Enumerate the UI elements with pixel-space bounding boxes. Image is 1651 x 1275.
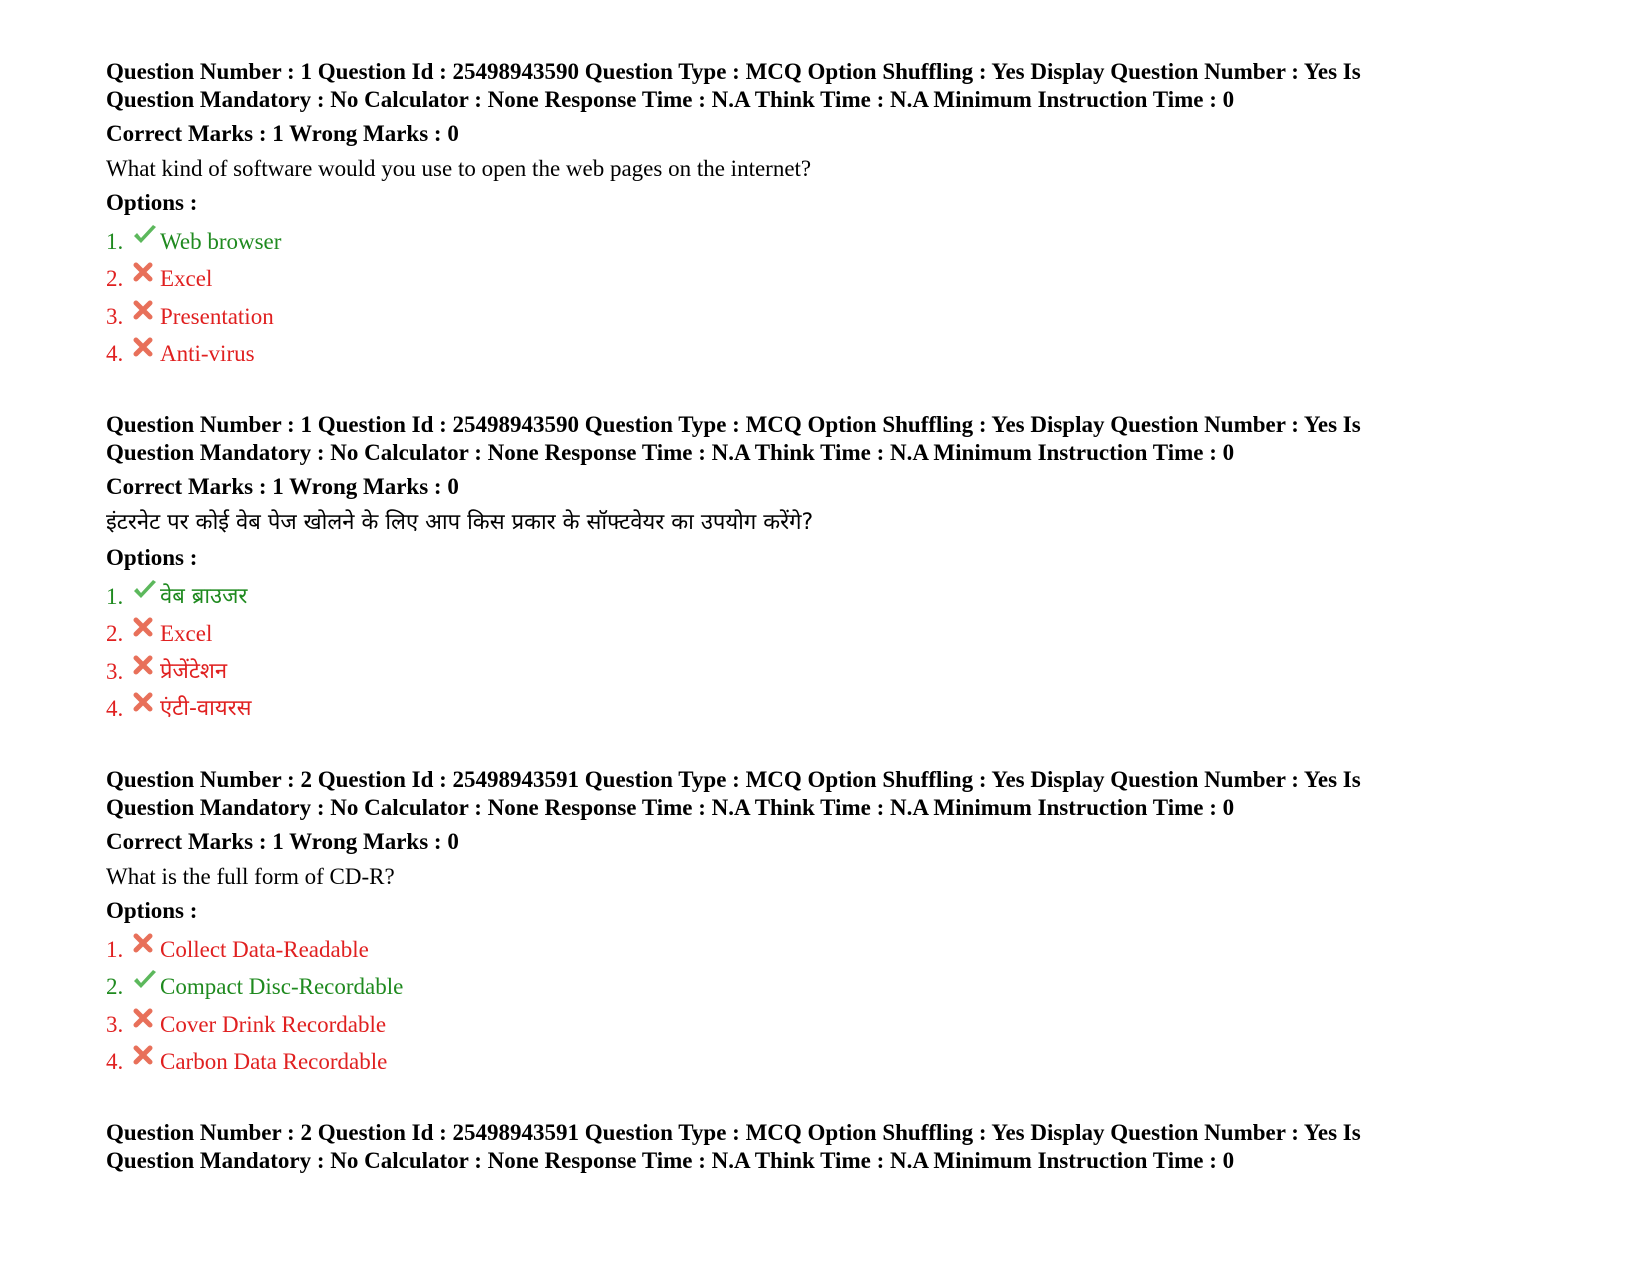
cross-icon <box>132 691 160 715</box>
option-number: 2. <box>106 974 124 1000</box>
question-text: What is the full form of CD-R? <box>106 864 395 889</box>
option-number: 3. <box>106 1011 124 1037</box>
options-list <box>106 578 1546 728</box>
question-block <box>106 766 1546 1081</box>
option-item <box>106 969 1546 1007</box>
options-label: Options : <box>106 545 198 570</box>
option-text: Web browser <box>160 228 282 254</box>
options-list <box>106 931 1546 1081</box>
question-meta-line1: Question Number : 1 Question Id : 25498943590 Question Type : MCQ Option Shuffling : Yes Display Question Number : Yes Is <box>106 59 1361 84</box>
cross-icon <box>132 654 160 678</box>
option-number: 3. <box>106 303 124 329</box>
check-icon <box>132 579 160 603</box>
option-text: Carbon Data Recordable <box>160 1049 388 1075</box>
options-label: Options : <box>106 898 198 923</box>
option-item <box>106 1006 1546 1044</box>
check-icon <box>132 224 160 248</box>
option-text: वेब ब्राउजर <box>160 583 248 609</box>
option-item <box>106 691 1546 729</box>
question-meta-line1: Question Number : 2 Question Id : 25498943591 Question Type : MCQ Option Shuffling : Yes Display Question Number : Yes Is <box>106 767 1361 792</box>
question-block <box>106 411 1546 728</box>
question-text: What kind of software would you use to open the web pages on the internet? <box>106 156 812 181</box>
options-list <box>106 223 1546 373</box>
option-item <box>106 931 1546 969</box>
check-icon <box>132 969 160 993</box>
option-item <box>106 578 1546 616</box>
option-text: Excel <box>160 266 213 292</box>
option-number: 2. <box>106 266 124 292</box>
question-text: इंटरनेट पर कोई वेब पेज खोलने के लिए आप किस प्रकार के सॉफ्टवेयर का उपयोग करेंगे? <box>106 510 814 535</box>
option-number: 3. <box>106 658 124 684</box>
question-marks: Correct Marks : 1 Wrong Marks : 0 <box>106 474 459 499</box>
cross-icon <box>132 336 160 360</box>
option-text: Compact Disc-Recordable <box>160 974 404 1000</box>
option-number: 4. <box>106 341 124 367</box>
option-text: एंटी-वायरस <box>160 696 252 722</box>
question-meta-line2: Question Mandatory : No Calculator : None Response Time : N.A Think Time : N.A Minimum Instruction Time : 0 <box>106 1148 1235 1173</box>
option-item <box>106 261 1546 299</box>
cross-icon <box>132 1044 160 1068</box>
option-text: प्रेजेंटेशन <box>160 658 228 684</box>
cross-icon <box>132 299 160 323</box>
question-meta-line2: Question Mandatory : No Calculator : None Response Time : N.A Think Time : N.A Minimum Instruction Time : 0 <box>106 87 1235 112</box>
cross-icon <box>132 616 160 640</box>
option-text: Collect Data-Readable <box>160 936 369 962</box>
option-number: 4. <box>106 696 124 722</box>
option-number: 1. <box>106 228 124 254</box>
cross-icon <box>132 1007 160 1031</box>
cross-icon <box>132 261 160 285</box>
option-text: Anti-virus <box>160 341 255 367</box>
option-text: Excel <box>160 621 213 647</box>
question-meta-line2: Question Mandatory : No Calculator : None Response Time : N.A Think Time : N.A Minimum Instruction Time : 0 <box>106 440 1235 465</box>
option-item <box>106 616 1546 654</box>
options-label: Options : <box>106 190 198 215</box>
cross-icon <box>132 932 160 956</box>
question-meta-line2: Question Mandatory : No Calculator : None Response Time : N.A Think Time : N.A Minimum Instruction Time : 0 <box>106 795 1235 820</box>
question-block <box>106 58 1546 373</box>
option-text: Presentation <box>160 303 274 329</box>
question-block <box>106 1119 1546 1175</box>
option-item <box>106 653 1546 691</box>
option-number: 1. <box>106 936 124 962</box>
option-item <box>106 223 1546 261</box>
question-marks: Correct Marks : 1 Wrong Marks : 0 <box>106 121 459 146</box>
option-number: 4. <box>106 1049 124 1075</box>
option-text: Cover Drink Recordable <box>160 1011 387 1037</box>
option-item <box>106 1044 1546 1082</box>
question-paper <box>106 58 1546 1213</box>
option-number: 2. <box>106 621 124 647</box>
question-meta-line1: Question Number : 2 Question Id : 25498943591 Question Type : MCQ Option Shuffling : Yes Display Question Number : Yes Is <box>106 1120 1361 1145</box>
question-meta-line1: Question Number : 1 Question Id : 25498943590 Question Type : MCQ Option Shuffling : Yes Display Question Number : Yes Is <box>106 412 1361 437</box>
option-number: 1. <box>106 583 124 609</box>
option-item <box>106 298 1546 336</box>
question-marks: Correct Marks : 1 Wrong Marks : 0 <box>106 829 459 854</box>
option-item <box>106 336 1546 374</box>
